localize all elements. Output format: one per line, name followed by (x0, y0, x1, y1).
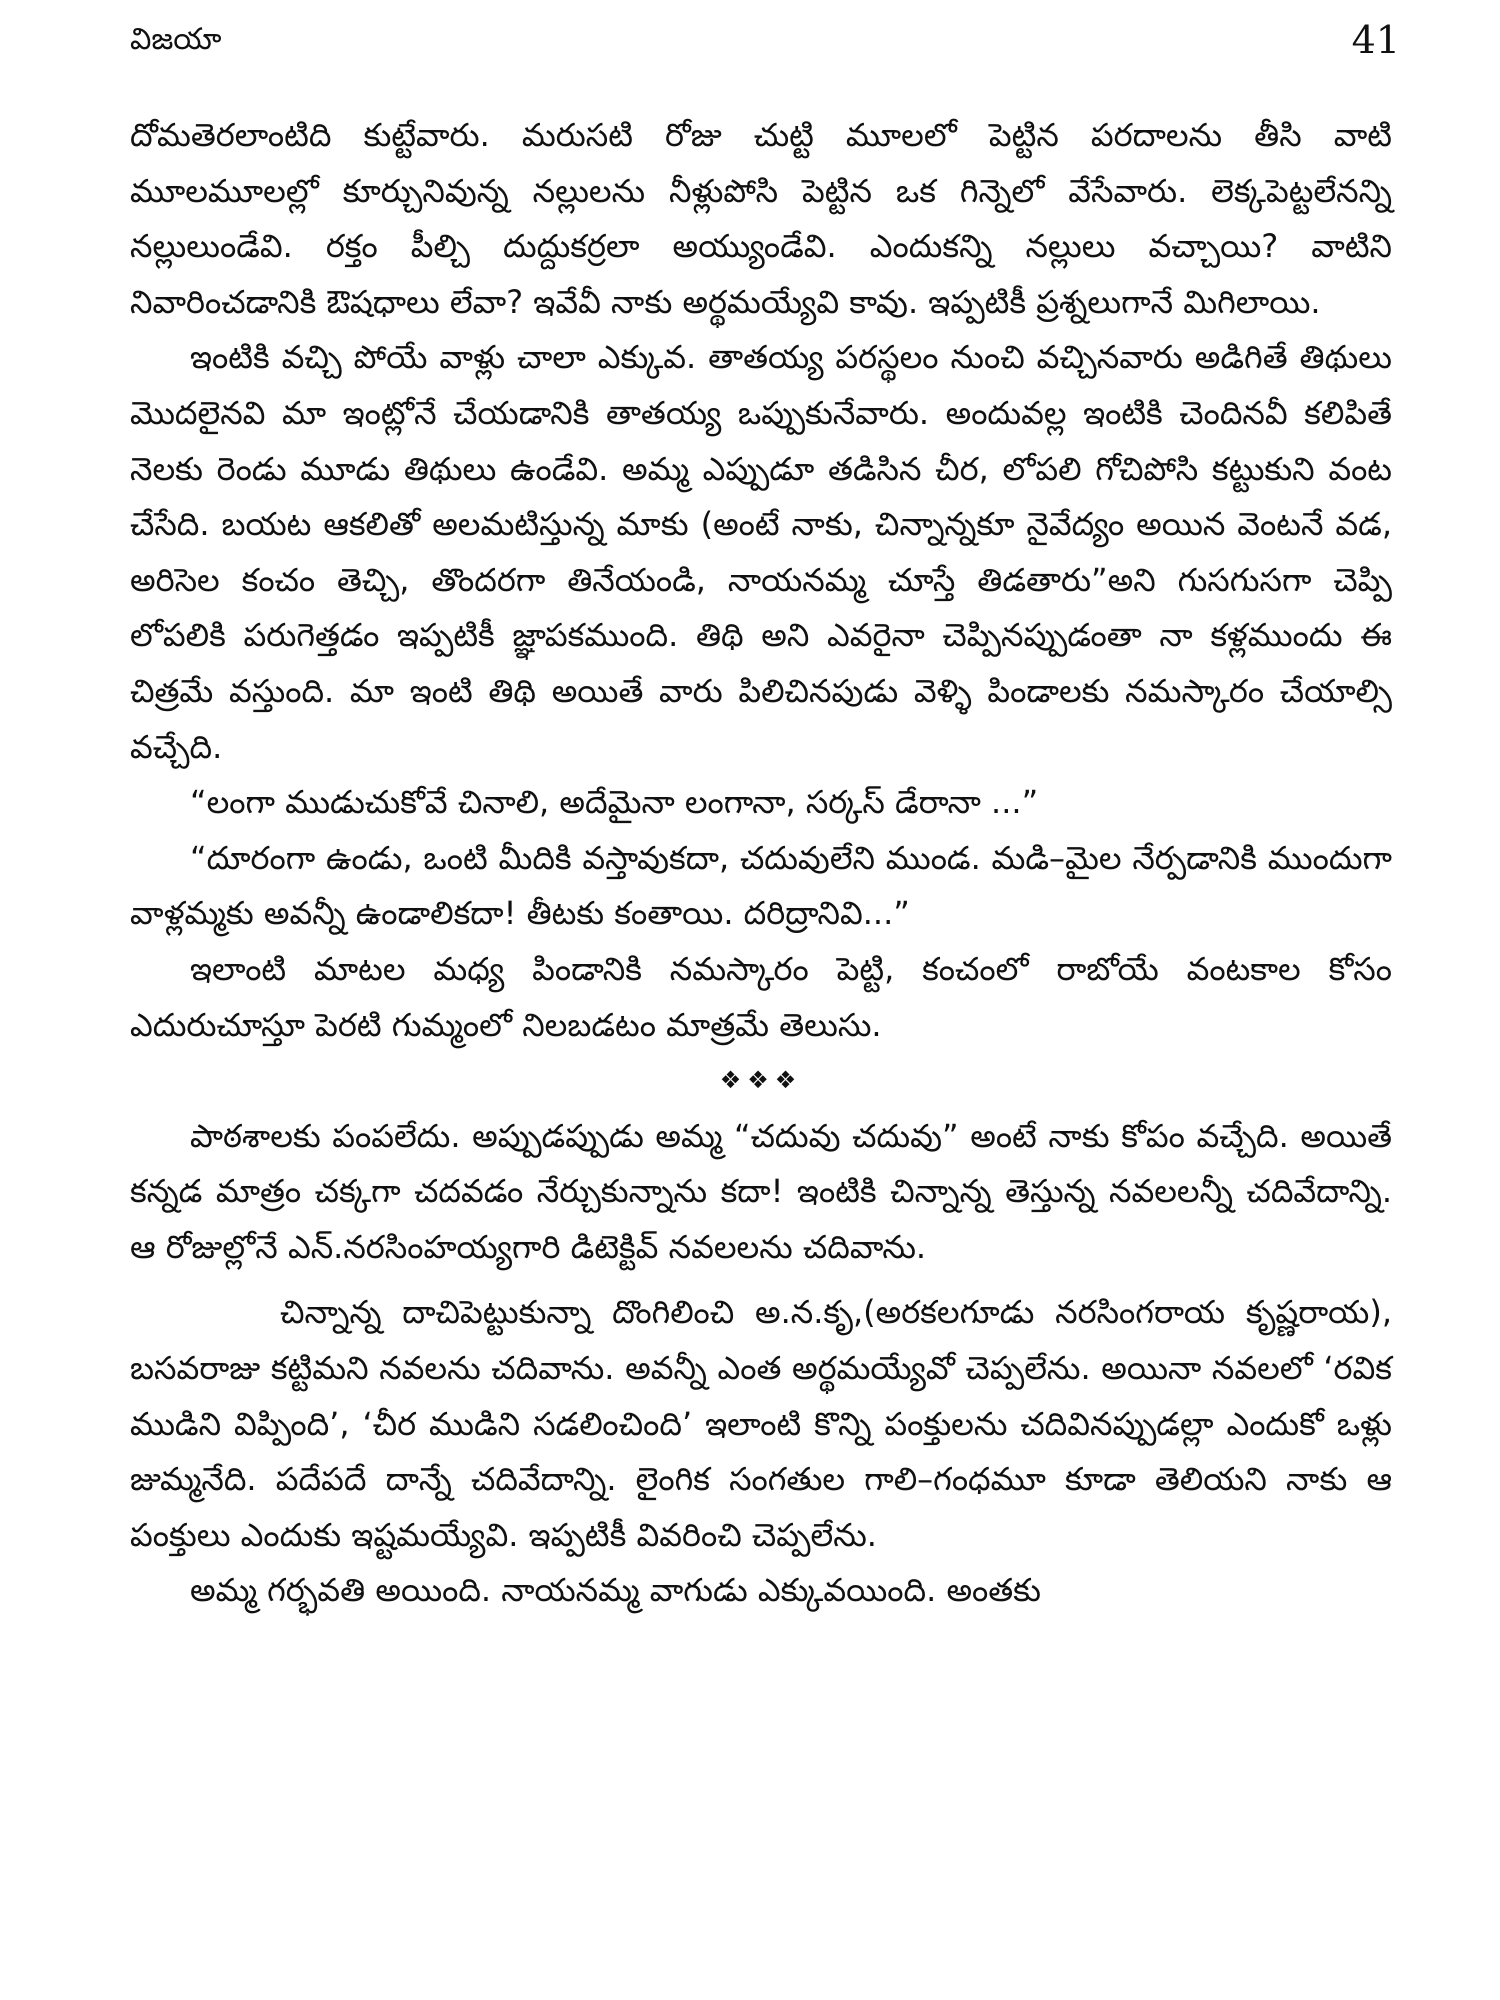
paragraph: దోమతెరలాంటిది కుట్టేవారు. మరుసటి రోజు చుట్టి మూలలో పెట్టిన పరదాలను తీసి వాటి మూలమూలల్లో కూర్చునివున్న నల్లులను నీళ్లుపోసి పెట్టిన ఒక గిన్నెలో వేసేవారు. లెక్కపెట్టలేనన్ని నల్లులుండేవి. రక్తం పీల్చి దుద్దుకర్రలా అయ్యుండేవి. ఎందుకన్ని నల్లులు వచ్చాయి? వాటిని నివారించడానికి ఔషధాలు లేవా? ఇవేవీ నాకు అర్థమయ్యేవి కావు. ఇప్పటికీ ప్రశ్నలుగానే మిగిలాయి. (130, 116, 1392, 321)
paragraph: చిన్నాన్న దాచిపెట్టుకున్నా దొంగిలించి అ.న.కృ,(అరకలగూడు నరసింగరాయ కృష్ణరాయ), బసవరాజు కట్టిమని నవలను చదివాను. అవన్నీ ఎంత అర్థమయ్యేవో చెప్పలేను. అయినా నవలలో ‘రవిక ముడిని విప్పింది’, ‘చీర ముడిని సడలించింది’ ఇలాంటి కొన్ని పంక్తులను చదివినప్పుడల్లా ఎందుకో ఒళ్లు జుమ్మనేది. పదేపదే దాన్నే చదివేదాన్ని. లైంగిక సంగతుల గాలి–గంధమూ కూడా తెలియని నాకు ఆ పంక్తులు ఎందుకు ఇష్టమయ్యేవి. ఇప్పటికీ వివరించి చెప్పలేను. (130, 1293, 1392, 1554)
dialogue-line: “లంగా ముడుచుకోవే చినాలి, అదేమైనా లంగానా, సర్కస్ డేరానా ...” (190, 783, 1039, 822)
page-number: 41 (1351, 18, 1400, 62)
section-break-ornament: ❖❖❖ (719, 1066, 803, 1095)
paragraph: అమ్మ గర్భవతి అయింది. నాయనమ్మ వాగుడు ఎక్కువయింది. అంతకు (190, 1571, 1041, 1610)
paragraph: పాఠశాలకు పంపలేదు. అప్పుడప్పుడు అమ్మ “చదువు చదువు” అంటే నాకు కోపం వచ్చేది. అయితే కన్నడ మాత్రం చక్కగా చదవడం నేర్చుకున్నాను కదా! ఇంటికి చిన్నాన్న తెస్తున్న నవలలన్నీ చదివేదాన్ని. ఆ రోజుల్లోనే ఎన్.నరసింహయ్యగారి డిటెక్టివ్ నవలలను చదివాను. (130, 1116, 1392, 1266)
paragraph: ఇంటికి వచ్చి పోయే వాళ్లు చాలా ఎక్కువ. తాతయ్య పరస్థలం నుంచి వచ్చినవారు అడిగితే తిథులు మొదలైనవి మా ఇంట్లోనే చేయడానికి తాతయ్య ఒప్పుకునేవారు. అందువల్ల ఇంటికి చెందినవీ కలిపితే నెలకు రెండు మూడు తిథులు ఉండేవి. అమ్మ ఎప్పుడూ తడిసిన చీర, లోపలి గోచిపోసి కట్టుకుని వంట చేసేది. బయట ఆకలితో అలమటిస్తున్న మాకు (అంటే నాకు, చిన్నాన్నకూ నైవేద్యం అయిన వెంటనే వడ, అరిసెల కంచం తెచ్చి, తొందరగా తినేయండి, నాయనమ్మ చూస్తే తిడతారు”అని గుసగుసగా చెప్పి లోపలికి పరుగెత్తడం ఇప్పటికీ జ్ఞాపకముంది. తిథి అని ఎవరైనా చెప్పినప్పుడంతా నా కళ్లముందు ఈ చిత్రమే వస్తుంది. మా ఇంటి తిథి అయితే వారు పిలిచినపుడు వెళ్ళి పిండాలకు నమస్కారం చేయాల్సి వచ్చేది. (130, 338, 1392, 766)
paragraph: ఇలాంటి మాటల మధ్య పిండానికి నమస్కారం పెట్టి, కంచంలో రాబోయే వంటకాల కోసం ఎదురుచూస్తూ పెరటి గుమ్మంలో నిలబడటం మాత్రమే తెలుసు. (130, 949, 1392, 1044)
dialogue-line: “దూరంగా ఉండు, ఒంటి మీదికి వస్తావుకదా, చదువులేని ముండ. మడి–మైల నేర్పడానికి ముందుగా వాళ్లమ్మకు అవన్నీ ఉండాలికదా! తీటకు కంతాయి. దరిద్రానివి...” (130, 838, 1392, 933)
body-text (130, 108, 1392, 1619)
running-header: విజయా (130, 22, 222, 57)
